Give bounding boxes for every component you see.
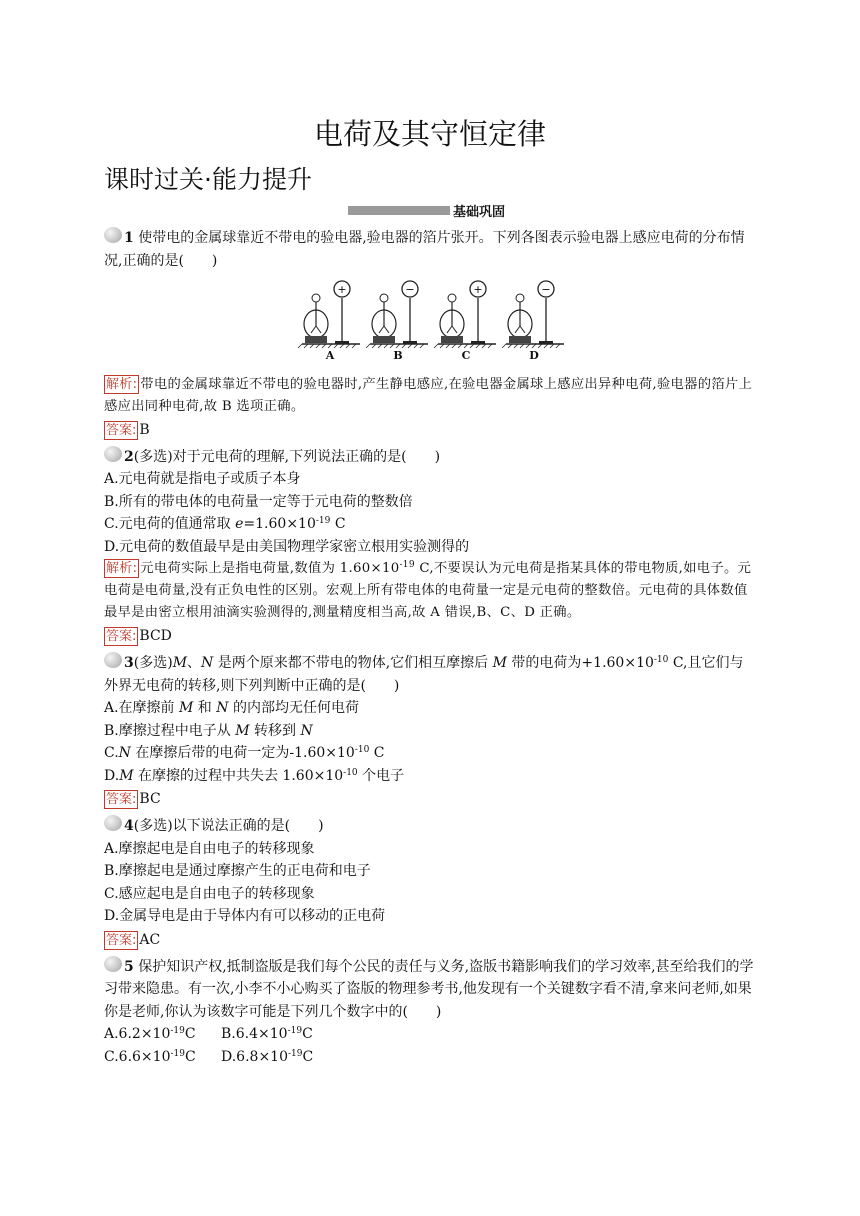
- question-text: 保护知识产权,抵制盗版是我们每个公民的责任与义务,盗版书籍影响我们的学习效率,甚至给我们的学习带来隐患。有一次,小李不小心购买了盗版的物理参考书,他发现有一个关键数字看不清,拿来问老师,如果你是老师,你认为该数字可能是下列几个数字中的( ): [104, 958, 754, 1020]
- option-unit: C: [184, 1048, 196, 1065]
- question-text: (多选)对于元电荷的理解,下列说法正确的是( ): [133, 448, 441, 465]
- option-text: 和: [193, 700, 217, 716]
- answer-block: [104, 624, 754, 648]
- option-text: A.6.2×10: [104, 1026, 171, 1042]
- option-c-unit: C: [330, 516, 346, 532]
- section-label: 基础巩固: [453, 205, 506, 220]
- option-unit: C: [302, 1048, 314, 1065]
- question-3-stem: [104, 652, 754, 697]
- option-text: 的内部均无任何电荷: [228, 700, 359, 716]
- answer-tag: 答案:: [106, 422, 137, 438]
- ground-hatch: [434, 344, 438, 348]
- analysis-tag: 解析:: [106, 561, 138, 576]
- charged-ball-foot: [539, 341, 553, 344]
- exponent: -19: [288, 1048, 303, 1059]
- electroscope-base: [305, 336, 327, 343]
- question-number: 4: [124, 818, 134, 834]
- answer-tag: 答案:: [106, 792, 137, 807]
- question-list: [104, 227, 754, 1072]
- exponent: -10: [343, 767, 358, 778]
- electroscope-ball: [448, 294, 456, 302]
- question-marker-icon: [104, 815, 122, 831]
- option-a: A.元电荷就是指电子或质子本身: [104, 471, 301, 487]
- analysis-block: [104, 374, 754, 418]
- var-m: M: [492, 655, 507, 671]
- option-unit: C: [184, 1026, 196, 1042]
- question-text: (多选): [133, 655, 173, 671]
- question-number: 3: [124, 655, 134, 671]
- option-text: D.: [104, 767, 120, 784]
- question-4: [104, 815, 754, 952]
- ground-hatch: [502, 344, 506, 348]
- question-5: [104, 956, 754, 1069]
- option-d: [221, 1046, 313, 1069]
- question-text: (多选)以下说法正确的是( ): [133, 818, 324, 834]
- question-text: 是两个原来都不带电的物体,它们相互摩擦后: [213, 655, 493, 671]
- charged-ball-foot: [335, 341, 349, 344]
- question-number: 2: [124, 448, 134, 465]
- option-c: C.感应起电是自由电子的转移现象: [104, 885, 315, 902]
- figure-label: B: [393, 349, 403, 362]
- var-m: M: [179, 700, 194, 716]
- electroscope-leaf: [515, 326, 520, 333]
- page-subtitle: 课时过关·能力提升: [104, 165, 312, 194]
- question-2: [104, 446, 754, 649]
- analysis-text: 元电荷实际上是指电荷量,数值为 1.60×10: [140, 561, 400, 576]
- analysis-exponent: -19: [399, 560, 415, 570]
- var-n: N: [216, 700, 229, 716]
- charged-ball-sign: −: [541, 283, 551, 296]
- exponent: -10: [354, 745, 370, 755]
- option-d: D.金属导电是由于导体内有可以移动的正电荷: [104, 908, 386, 924]
- option-a: A.摩擦起电是自由电子的转移现象: [104, 840, 315, 857]
- question-number: 5: [124, 958, 134, 975]
- electroscope-figure: [294, 280, 564, 362]
- option-c-value: =1.60×10: [243, 516, 316, 532]
- electroscope-leaf: [384, 326, 389, 333]
- question-text: C,且它们与外界无电荷的转移,则下列判断中正确的是( ): [104, 655, 744, 694]
- electroscope-ball: [312, 294, 320, 302]
- electroscope-ball: [380, 294, 388, 302]
- electroscope-leaf: [316, 326, 321, 333]
- option-c-exponent: -19: [315, 516, 331, 526]
- page-title: 电荷及其守恒定律: [313, 117, 546, 151]
- option-unit: C: [302, 1026, 313, 1042]
- question-1: [104, 227, 754, 442]
- analysis-block: [104, 558, 754, 624]
- charged-ball-sign: −: [405, 283, 415, 296]
- question-marker-icon: [104, 652, 122, 668]
- section-header: [348, 201, 505, 220]
- option-text: C: [369, 745, 385, 761]
- question-number: 1: [124, 230, 134, 246]
- var-n: N: [118, 745, 131, 761]
- question-2-stem: [104, 446, 754, 469]
- electroscope-leaf: [447, 326, 452, 333]
- charged-ball-sign: +: [337, 283, 347, 296]
- option-text: B.摩擦过程中电子从: [104, 722, 236, 739]
- ground-hatch: [298, 344, 302, 348]
- option-text: C.6.6×10: [104, 1048, 171, 1065]
- electroscope-leaf: [311, 326, 316, 333]
- question-1-stem: [104, 227, 754, 272]
- question-marker-icon: [104, 227, 122, 243]
- option-text: D.6.8×10: [221, 1048, 288, 1065]
- option-row: [104, 1046, 754, 1069]
- electroscope-base: [509, 336, 531, 343]
- var-n: N: [300, 722, 313, 739]
- answer-block: [104, 418, 754, 442]
- question-text: 使带电的金属球靠近不带电的验电器,验电器的箔片张开。下列各图表示验电器上感应电荷的分布情况,正确的是( ): [104, 230, 745, 269]
- separator: 、: [187, 655, 202, 671]
- figure-label: C: [461, 349, 471, 362]
- option-c: [104, 513, 754, 536]
- electroscope-base: [373, 336, 395, 343]
- analysis-text-cont: C,不要误认为元电荷是指某具体的带电物质,如电子。元电荷是电荷量,没有正负电性的区别。宏观上所有带电体的电荷量一定是元电荷的整数倍。元电荷的具体数值最早是由密立根用油滴实验测得的,测量精度相当高,故 A 错误,B、C、D 正确。: [104, 561, 752, 620]
- figure-label: A: [325, 349, 335, 362]
- charged-ball-foot: [471, 341, 485, 344]
- question-3: [104, 652, 754, 811]
- var-m: M: [172, 655, 188, 671]
- question-text: 带的电荷为+1.60×10: [506, 655, 654, 671]
- option-text: B.6.4×10: [221, 1026, 288, 1042]
- option-text: 在摩擦的过程中共失去 1.60×10: [133, 767, 344, 784]
- option-c: [104, 1046, 221, 1069]
- charged-ball-sign: +: [473, 283, 483, 296]
- option-text: 个电子: [357, 767, 405, 784]
- option-b: B.摩擦起电是通过摩擦产生的正电荷和电子: [104, 863, 371, 879]
- question-marker-icon: [104, 446, 122, 462]
- option-b: [221, 1023, 313, 1046]
- charged-ball-foot: [403, 341, 417, 344]
- exponent: -19: [170, 1048, 185, 1059]
- option-text: C.: [104, 745, 119, 761]
- section-bar: [348, 206, 450, 215]
- exponent: -10: [653, 655, 669, 665]
- electroscope-leaf: [520, 326, 525, 333]
- var-m: M: [235, 722, 250, 739]
- exponent: -19: [287, 1026, 303, 1036]
- option-row: [104, 1023, 754, 1046]
- var-m: M: [119, 767, 134, 784]
- exponent: -19: [170, 1026, 185, 1036]
- answer-tag: 答案:: [106, 629, 137, 644]
- electroscope-leaf: [452, 326, 457, 333]
- answer-text: B: [139, 421, 150, 438]
- option-b: B.所有的带电体的电荷量一定等于元电荷的整数倍: [104, 493, 413, 510]
- electroscope-base: [441, 336, 463, 343]
- question-5-stem: [104, 956, 754, 1024]
- ground-hatch: [366, 344, 370, 348]
- answer-block: [104, 787, 754, 811]
- option-text: 在摩擦后带的电荷一定为-1.60×10: [130, 745, 355, 761]
- option-b: [104, 720, 754, 743]
- question-4-stem: [104, 815, 754, 838]
- answer-text: AC: [139, 931, 161, 948]
- option-c-text: C.元电荷的值通常取: [104, 516, 236, 532]
- option-a: [104, 1023, 221, 1046]
- answer-block: [104, 928, 754, 952]
- option-c-var: e: [235, 516, 244, 532]
- option-a: [104, 697, 754, 720]
- option-d: [104, 765, 754, 788]
- option-d: D.元电荷的数值最早是由美国物理学家密立根用实验测得的: [104, 538, 470, 555]
- var-n: N: [201, 655, 214, 671]
- answer-text: BCD: [139, 628, 172, 644]
- question-marker-icon: [104, 956, 122, 972]
- figure-label: D: [529, 349, 539, 362]
- electroscope-leaf: [379, 326, 384, 333]
- option-text: A.在摩擦前: [104, 700, 180, 716]
- electroscope-ball: [516, 294, 524, 302]
- option-c: [104, 742, 754, 765]
- option-text: 转移到: [249, 722, 301, 739]
- analysis-text: 带电的金属球靠近不带电的验电器时,产生静电感应,在验电器金属球上感应出异种电荷,验电器的箔片上感应出同种电荷,故 B 选项正确。: [104, 376, 753, 414]
- answer-text: BC: [139, 791, 161, 807]
- answer-tag: 答案:: [106, 932, 137, 948]
- analysis-tag: 解析:: [106, 376, 138, 392]
